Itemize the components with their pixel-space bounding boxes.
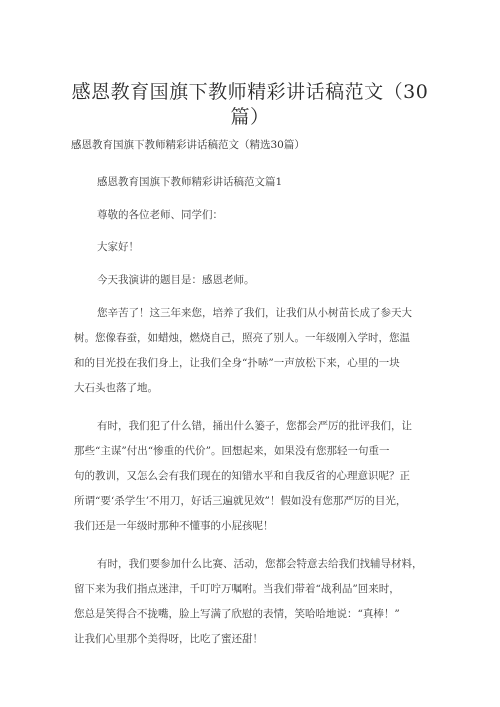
- paragraph-1-line-4: 大石头也落了地。: [74, 382, 158, 394]
- paragraph-1-line-2: 树。您像春蚕，如蜡烛，燃烧自己，照亮了别人。一年级刚入学时，您温: [74, 332, 410, 344]
- hello-line: 大家好！: [97, 241, 139, 253]
- paragraph-3-line-3: 您总是笑得合不拢嘴，脸上写满了欣慰的表情，笑哈哈地说：“真棒！”: [74, 608, 400, 620]
- paragraph-2-line-4: 所谓“要‘杀学生’不用刀，好话三遍就见效”！假如没有您那严厉的目光，: [74, 495, 407, 507]
- document-subtitle: 感恩教育国旗下教师精彩讲话稿范文（精选30篇）: [71, 139, 305, 151]
- paragraph-3-line-4: 让我们心里那个美得呀，比吃了蜜还甜！: [74, 633, 263, 645]
- paragraph-3-line-2: 留下来为我们指点迷津，千叮咛万嘱咐。当我们带着“战利品”回来时，: [74, 583, 400, 595]
- paragraph-2-line-2: 那些“主谋”付出“惨重的代价”。回想起来，如果没有您那轻一句重一: [74, 445, 390, 457]
- paragraph-1-line-1: 您辛苦了！这三年来您，培养了我们，让我们从小树苗长成了参天大: [97, 307, 412, 319]
- paragraph-2-line-5: 我们还是一年级时那种不懂事的小屁孩呢！: [74, 520, 274, 532]
- section-heading: 感恩教育国旗下教师精彩讲话稿范文篇1: [97, 176, 283, 188]
- paragraph-3-line-1: 有时，我们要参加什么比赛、活动，您都会特意去给我们找辅导材料，: [97, 558, 423, 570]
- paragraph-2-line-1: 有时，我们犯了什么错，捅出什么篓子，您都会严厉的批评我们，让: [97, 420, 412, 432]
- document-title: 感恩教育国旗下教师精彩讲话稿范文（30篇）: [71, 81, 429, 128]
- greeting-line: 尊敬的各位老师、同学们：: [97, 209, 223, 221]
- paragraph-2-line-3: 句的教训，又怎么会有我们现在的知错水平和自我反省的心理意识呢？正: [74, 470, 410, 482]
- topic-line: 今天我演讲的题目是：感恩老师。: [97, 274, 255, 286]
- paragraph-1-line-3: 和的目光投在我们身上，让我们全身“扑哧”一声放松下来，心里的一块: [74, 357, 400, 369]
